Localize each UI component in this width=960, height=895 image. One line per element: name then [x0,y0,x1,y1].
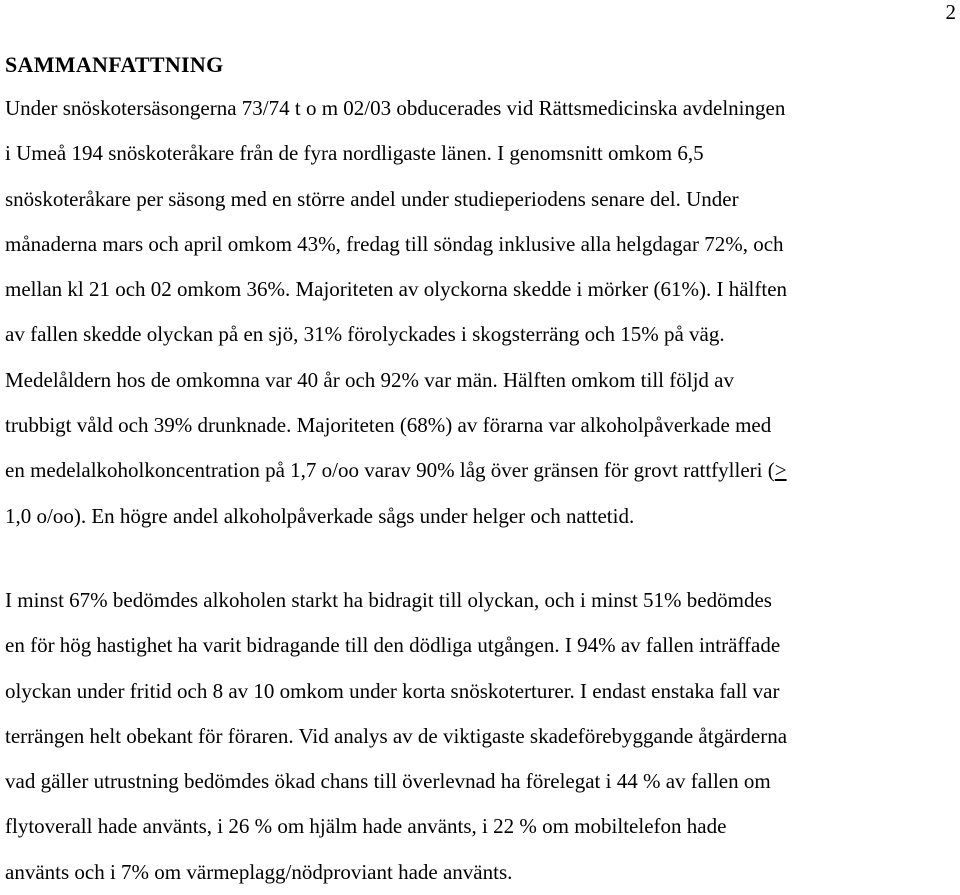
text-line: vad gäller utrustning bedömdes ökad chans till överlevnad ha förelegat i 44 % av fallen om [5,769,771,794]
text-line: i Umeå 194 snöskoteråkare från de fyra nordligaste länen. I genomsnitt omkom 6,5 [5,141,704,166]
text-line: terrängen helt obekant för föraren. Vid analys av de viktigaste skadeförebyggande åtgärderna [5,723,788,748]
text-line: 1,0 o/oo). En högre andel alkoholpåverkade sågs under helger och nattetid. [5,503,635,528]
text-line: I minst 67% bedömdes alkoholen starkt ha bidragit till olyckan, och i minst 51% bedömdes [5,588,772,612]
text-line: trubbigt våld och 39% drunknade. Majoriteten (68%) av förarna var alkoholpåverkade med [5,413,772,438]
summary-paragraph-1 [5,86,960,539]
text-line: Under snöskotersäsongerna 73/74 t o m 02/03 obducerades vid Rättsmedicinska avdelningen [5,96,786,120]
greater-equal-symbol: > [774,458,787,483]
text-line: snöskoteråkare per säsong med en större andel under studieperiodens senare del. Under [5,186,739,211]
text-line: Medelåldern hos de omkomna var 40 år och 92% var män. Hälften omkom till följd av [5,367,734,392]
page-number: 2 [945,0,956,24]
text-line [5,448,960,493]
text-line: flytoverall hade använts, i 26 % om hjälm hade använts, i 22 % om mobiltelefon hade [5,814,727,839]
text-line: mellan kl 21 och 02 omkom 36%. Majoriteten av olyckorna skedde i mörker (61%). I hälften [5,277,788,302]
text-line: av fallen skedde olyckan på en sjö, 31% förolyckades i skogsterräng och 15% på väg. [5,322,725,347]
section-heading: SAMMANFATTNING [5,52,224,77]
text-line: månaderna mars och april omkom 43%, fredag till söndag inklusive alla helgdagar 72%, och [5,231,784,256]
text-line: använts och i 7% om värmeplagg/nödproviant hade använts. [5,859,513,884]
text-line-prefix: en medelalkoholkoncentration på 1,7 o/oo varav 90% låg över gränsen för grovt rattfylleri ( [5,458,775,483]
summary-paragraph-2 [5,578,960,895]
text-line: en för hög hastighet ha varit bidragande till den dödliga utgången. I 94% av fallen inträffade [5,633,781,658]
text-line: olyckan under fritid och 8 av 10 omkom under korta snöskoterturer. I endast enstaka fall var [5,678,780,703]
